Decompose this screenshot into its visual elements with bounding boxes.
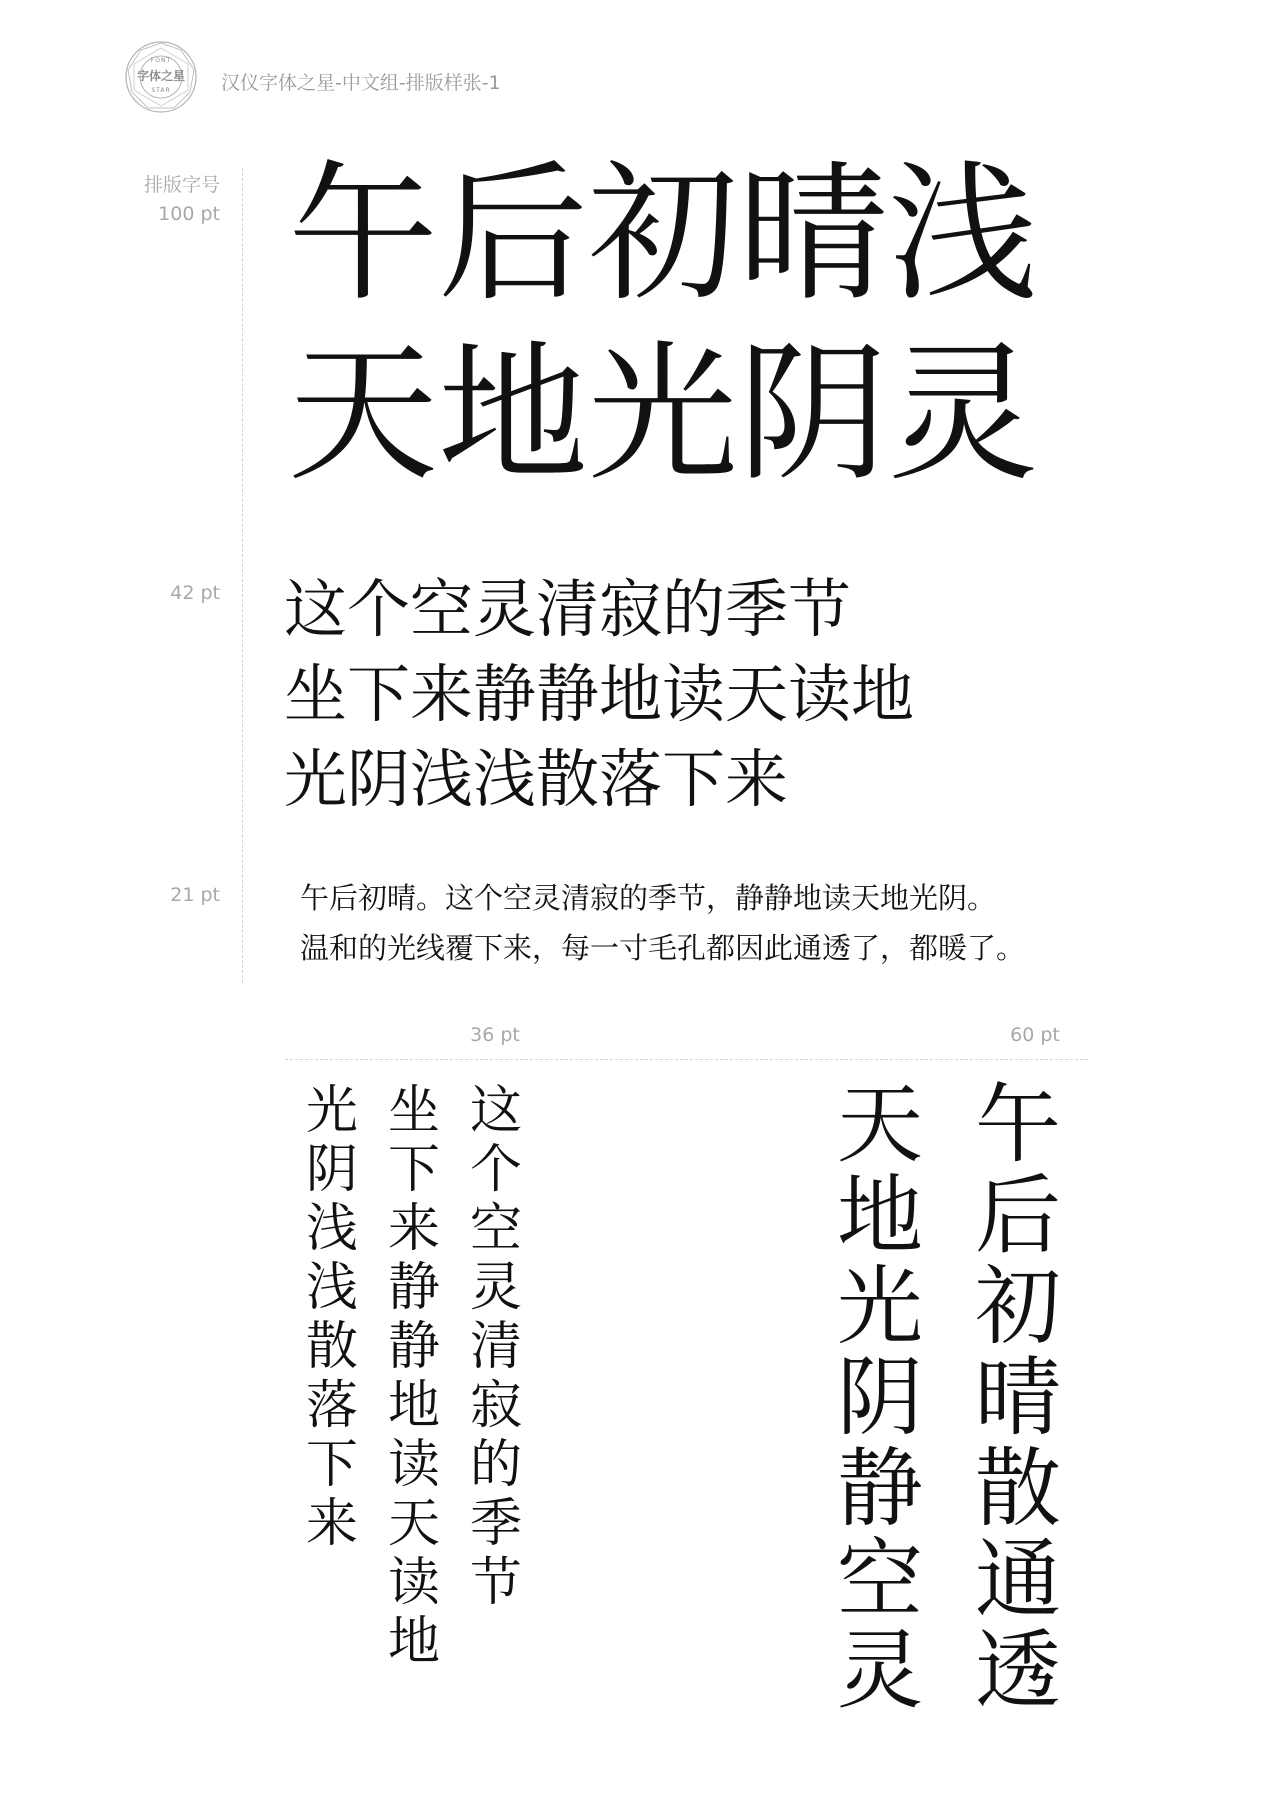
- vertical-glyph: 读: [387, 1553, 440, 1613]
- vertical-glyph: 浅: [305, 1258, 358, 1318]
- vertical-60pt-column-2: [968, 1075, 1068, 1721]
- specimen-21pt-line-1: 午后初晴。这个空灵清寂的季节，静静地读天地光阴。: [300, 881, 997, 915]
- vertical-glyph: 空: [837, 1530, 923, 1630]
- vertical-glyph: 下: [387, 1140, 440, 1200]
- horizontal-guide-line: [285, 1059, 1088, 1060]
- logo-main-text: 字体之星: [136, 69, 185, 83]
- logo-bottom-text: STAR: [151, 87, 171, 94]
- vertical-glyph: 初: [975, 1257, 1061, 1357]
- vertical-glyph: 散: [305, 1317, 358, 1377]
- vertical-glyph: 季: [469, 1494, 522, 1554]
- vertical-glyph: 坐: [387, 1081, 440, 1141]
- vertical-glyph: 阴: [837, 1348, 923, 1448]
- vertical-glyph: 静: [387, 1258, 440, 1318]
- vertical-36pt-column-1: [300, 1082, 364, 1554]
- vertical-glyph: 灵: [469, 1258, 522, 1318]
- specimen-42pt-line-2: 坐下来静静地读天读地: [284, 658, 914, 731]
- vertical-glyph: 灵: [837, 1621, 923, 1721]
- vertical-glyph: 落: [305, 1376, 358, 1436]
- vertical-glyph: 透: [975, 1621, 1061, 1721]
- vertical-glyph: 通: [975, 1530, 1061, 1630]
- vertical-glyph: 地: [387, 1376, 440, 1436]
- vertical-60pt-column-1: [830, 1075, 930, 1721]
- vertical-glyph: 天: [387, 1494, 440, 1554]
- specimen-100pt-line-1: 午后初晴浅: [288, 148, 1039, 322]
- vertical-glyph: 清: [469, 1317, 522, 1377]
- size-label-60pt: 60 pt: [1010, 1024, 1060, 1046]
- size-caption-label: 排版字号: [143, 174, 220, 196]
- font-star-logo: [124, 40, 198, 114]
- vertical-guide-line: [242, 168, 243, 983]
- vertical-glyph: 阴: [305, 1140, 358, 1200]
- specimen-42pt-line-3: 光阴浅浅散落下来: [284, 743, 788, 816]
- vertical-glyph: 光: [305, 1081, 358, 1141]
- vertical-glyph: 个: [469, 1140, 522, 1200]
- vertical-glyph: 节: [469, 1553, 522, 1613]
- vertical-glyph: 这: [469, 1081, 522, 1141]
- vertical-glyph: 来: [305, 1494, 358, 1554]
- vertical-glyph: 寂: [469, 1376, 522, 1436]
- vertical-glyph: 地: [387, 1612, 440, 1672]
- vertical-glyph: 下: [305, 1435, 358, 1495]
- vertical-glyph: 散: [975, 1439, 1061, 1539]
- vertical-glyph: 空: [469, 1199, 522, 1259]
- vertical-glyph: 的: [469, 1435, 522, 1495]
- size-label-100pt: 100 pt: [158, 203, 220, 225]
- vertical-glyph: 午: [975, 1075, 1061, 1175]
- vertical-glyph: 地: [837, 1166, 923, 1266]
- vertical-glyph: 静: [837, 1439, 923, 1539]
- vertical-glyph: 浅: [305, 1199, 358, 1259]
- specimen-42pt-line-1: 这个空灵清寂的季节: [284, 573, 851, 646]
- logo-top-text: FONT: [150, 57, 172, 64]
- vertical-36pt-column-2: [382, 1082, 446, 1672]
- vertical-glyph: 晴: [975, 1348, 1061, 1448]
- vertical-36pt-column-3: [464, 1082, 528, 1613]
- size-label-21pt: 21 pt: [170, 884, 220, 906]
- vertical-glyph: 天: [837, 1075, 923, 1175]
- vertical-glyph: 后: [975, 1166, 1061, 1266]
- vertical-glyph: 光: [837, 1257, 923, 1357]
- specimen-100pt-line-2: 天地光阴灵: [288, 328, 1039, 502]
- vertical-glyph: 静: [387, 1317, 440, 1377]
- vertical-glyph: 读: [387, 1435, 440, 1495]
- document-title: 汉仪字体之星-中文组-排版样张-1: [221, 72, 501, 94]
- specimen-21pt-line-2: 温和的光线覆下来，每一寸毛孔都因此通透了，都暖了。: [300, 931, 1026, 965]
- size-label-36pt: 36 pt: [470, 1024, 520, 1046]
- size-label-42pt: 42 pt: [170, 582, 220, 604]
- vertical-glyph: 来: [387, 1199, 440, 1259]
